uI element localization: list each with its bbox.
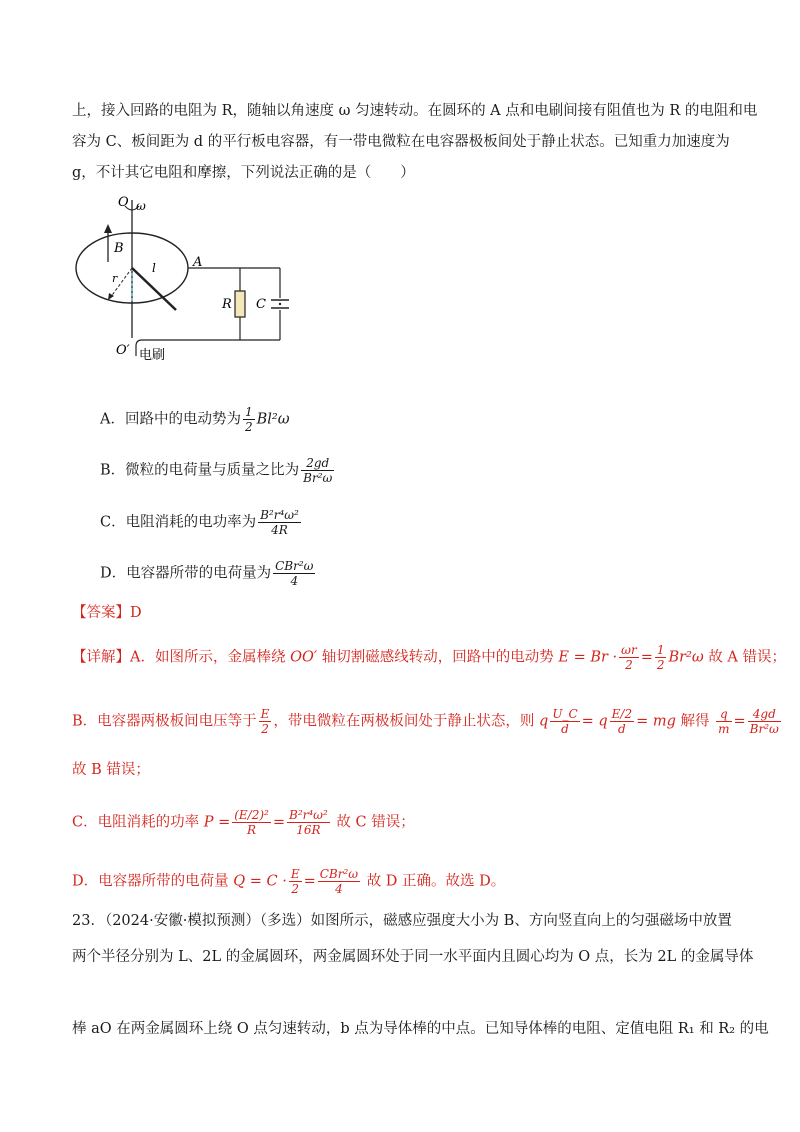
q23-line-2: 两个半径分别为 L、2L 的金属圆环，两金属圆环处于同一水平面内且圆心均为 O 点，长为 2L 的金属导体 [72, 949, 754, 965]
option-b[interactable]: B．微粒的电荷量与质量之比为 $\frac{2gd}{\text{Br²ω}}$ [100, 456, 333, 485]
option-c[interactable]: C．电阻消耗的电功率为 $\frac{\text{B²r⁴ω²}}{4R}$ [100, 508, 299, 537]
explain-d: D．电容器所带的电荷量 Q = C · $\frac{E}{2}$ = $\frac{\text{CBr²ω}}{4}$ 故 D 正确。故选 D。 [72, 867, 506, 896]
label-brush: 电刷 [139, 348, 166, 363]
explain-c: C．电阻消耗的功率 P = $\frac{\text{(E/2)²}}{R}$ = $\frac{\text{B²r⁴ω²}}{16R}$ 故 C 错误； [72, 808, 415, 837]
explain-b-end: 故 B 错误； [72, 762, 150, 778]
label-omega: ω [136, 199, 146, 213]
label-R: R [222, 297, 232, 312]
label-Oprime: O′ [116, 343, 130, 358]
label-A: A [193, 255, 203, 270]
label-B: B [114, 241, 124, 256]
option-d[interactable]: D．电容器所带的电荷量为 $\frac{\text{CBr²ω}}{4}$ [100, 559, 314, 588]
label-l: l [152, 261, 156, 275]
explain-a: 【详解】A．如图所示，金属棒绕 OO′ 轴切割磁感线转动，回路中的电动势 E = Br · $\frac{\omega r}{2}$ = $\frac{1}{2}$ Br²ω 故 A 错误； [72, 643, 787, 672]
label-O: O [118, 195, 129, 210]
circuit-figure [70, 190, 310, 370]
q23-line-1: 23．（2024·安徽·模拟预测）（多选）如图所示，磁感应强度大小为 B、方向竖直向上的匀强磁场中放置 [72, 913, 732, 929]
resistor [235, 291, 245, 317]
intro-line-2: 容为 C、板间距为 d 的平行板电容器，有一带电微粒在电容器极板间处于静止状态。已知重力加速度为 [72, 134, 730, 150]
option-a[interactable]: A．回路中的电动势为 $\frac{1}{2}$ Bl²ω [100, 405, 290, 434]
answer-line: 【答案】D [72, 605, 142, 621]
q23-line-3: 棒 aO 在两金属圆环上绕 O 点匀速转动，b 点为导体棒的中点。已知导体棒的电阻、定值电阻 R₁ 和 R₂ 的电 [72, 1021, 769, 1037]
label-C: C [256, 297, 266, 312]
intro-line-3: g，不计其它电阻和摩擦，下列说法正确的是（ ） [72, 165, 415, 181]
explain-b: B．电容器两极板间电压等于 $\frac{E}{2}$ ，带电微粒在两极板间处于静止状态，则 q $\frac{U\_C}{d}$ = q $\frac{E/2}{d}$ = mg 解得 $\frac{q}{m}$ = $\frac{4gd}{\text{Br²ω}}$ [72, 707, 779, 736]
label-r: r [112, 272, 118, 285]
intro-line-1: 上，接入回路的电阻为 R，随轴以角速度 ω 匀速转动。在圆环的 A 点和电刷间接有阻值也为 R 的电阻和电 [72, 103, 758, 119]
